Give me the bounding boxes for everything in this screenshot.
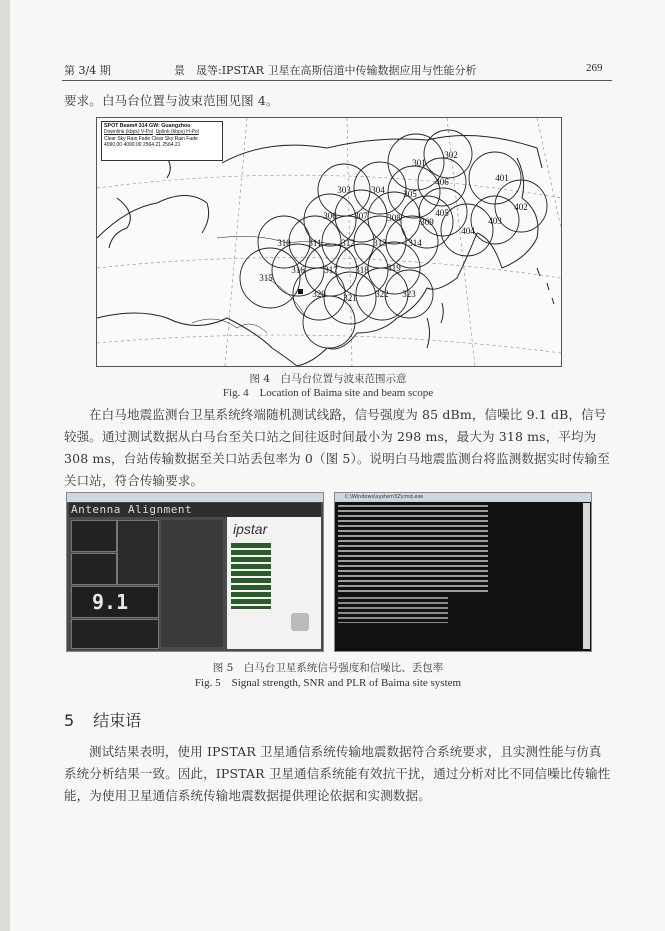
menu-list xyxy=(231,543,271,609)
legend-uplink: Uplink (kbps) H-Pol xyxy=(155,129,199,136)
beam-label: 318 xyxy=(355,265,369,275)
beam-label: 307 xyxy=(354,211,368,221)
beam-label: 315 xyxy=(259,273,273,283)
beam-label: 406 xyxy=(435,177,449,187)
banner-bar xyxy=(69,503,321,517)
baima-site-marker xyxy=(298,289,303,294)
legend-row-conditions: Clear Sky Rain Fade Clear Sky Rain Fade xyxy=(104,135,198,142)
beam-label: 305 xyxy=(403,189,417,199)
satellite-icon xyxy=(291,613,309,631)
beam-label: 306 xyxy=(323,211,337,221)
ping-reply-lines xyxy=(338,505,488,593)
ipstar-logo: ipstar xyxy=(233,521,268,537)
beam-label: 403 xyxy=(488,216,502,226)
scan-edge xyxy=(0,0,10,931)
beam-label: 311 xyxy=(308,238,322,248)
legend-row-values: 4090.00 4090.00 2564.21 2564.21 xyxy=(104,142,181,149)
figure-5-ping-screenshot xyxy=(334,492,592,652)
beam-label: 405 xyxy=(435,208,449,218)
beam-label: 322 xyxy=(375,289,389,299)
spacer-panel xyxy=(161,520,223,647)
beam-label: 323 xyxy=(402,289,416,299)
section-number: 5 xyxy=(64,711,75,730)
beam-label: 316 xyxy=(291,265,305,275)
figure-5-caption-cn: 图 5 白马台卫星系统信号强度和信噪比、丢包率 xyxy=(212,662,444,674)
beam-label: 317 xyxy=(324,265,338,275)
beam-label: 301 xyxy=(412,158,426,168)
meter-box xyxy=(71,619,159,649)
beam-label: 303 xyxy=(337,185,351,195)
beam-label: 314 xyxy=(408,238,422,248)
cmd-titlebar xyxy=(335,493,591,502)
header-title: 景 晟等:IPSTAR 卫星在高斯信道中传输数据应用与性能分析 xyxy=(174,64,477,77)
ipstar-menu-panel xyxy=(227,517,321,649)
beam-label: 302 xyxy=(444,150,458,160)
figure-5-caption-en: Fig. 5 Signal strength, SNR and PLR of Baima site system xyxy=(194,677,462,689)
header-issue: 第 3/4 期 xyxy=(64,64,111,77)
legend-downlink: Downlink (kbps) V-Pol xyxy=(104,129,153,136)
beam-label: 308 xyxy=(387,213,401,223)
beam-label: 309 xyxy=(420,217,434,227)
coastline xyxy=(97,136,554,367)
beam-label: 404 xyxy=(461,226,475,236)
map-legend xyxy=(101,121,223,161)
window-titlebar xyxy=(67,493,323,502)
beam-label: 304 xyxy=(371,185,385,195)
cmd-scrollbar[interactable] xyxy=(583,503,590,649)
beam-label: 313 xyxy=(373,238,387,248)
figure-4-caption-en: Fig. 4 Location of Baima site and beam scope xyxy=(222,387,434,399)
legend-title: SPOT Beam# 314 GW: Guangzhou xyxy=(104,123,191,129)
banner-title: Antenna Alignment xyxy=(71,503,193,516)
figure-4-map xyxy=(96,117,562,367)
figure-4-caption-cn: 图 4 白马台位置与波束范围示意 xyxy=(249,373,407,385)
meter-box xyxy=(71,520,117,552)
beam-label: 402 xyxy=(514,202,528,212)
beam-label: 320 xyxy=(312,289,326,299)
meter-box xyxy=(71,553,117,585)
section-heading xyxy=(64,708,141,731)
cmd-title: C:\Windows\system32\cmd.exe xyxy=(345,494,424,500)
beam-label: 401 xyxy=(495,173,509,183)
header-rule xyxy=(62,80,612,81)
paragraph-test-results: 在白马地震监测台卫星系统终端随机测试线路，信号强度为 85 dBm，信噪比 9.1 dB，信号较强。通过测试数据从白马台至关口站之间往返时间最小为 298 ms，最大为 318 ms，平均为 308 ms，台站传输数据至关口站丢包率为 0（图 5）。说明白马地震监测台将监测数据实时传输至关口站，符合传输要求。 xyxy=(64,407,610,488)
section-title: 结束语 xyxy=(93,711,142,730)
meter-box xyxy=(117,520,159,585)
beam-label: 312 xyxy=(341,238,355,248)
intro-line: 要求。白马台位置与波束范围见图 4。 xyxy=(64,93,279,108)
header-page-number: 269 xyxy=(586,62,603,74)
snr-readout-box xyxy=(71,586,159,618)
beam-label: 310 xyxy=(277,238,291,248)
snr-readout: 9.1 xyxy=(92,590,129,614)
ping-statistics-lines xyxy=(338,597,448,623)
beam-label: 321 xyxy=(343,293,357,303)
paragraph-conclusion: 测试结果表明，使用 IPSTAR 卫星通信系统传输地震数据符合系统要求，且实测性能与仿真系统分析结果一致。因此，IPSTAR 卫星通信系统能有效抗干扰，通过分析对比不同信噪比传输性能，为使用卫星通信系统传输地震数据提供理论依据和实测数据。 xyxy=(64,744,611,803)
figure-5-antenna-screenshot xyxy=(66,492,324,652)
beam-label: 319 xyxy=(387,263,401,273)
